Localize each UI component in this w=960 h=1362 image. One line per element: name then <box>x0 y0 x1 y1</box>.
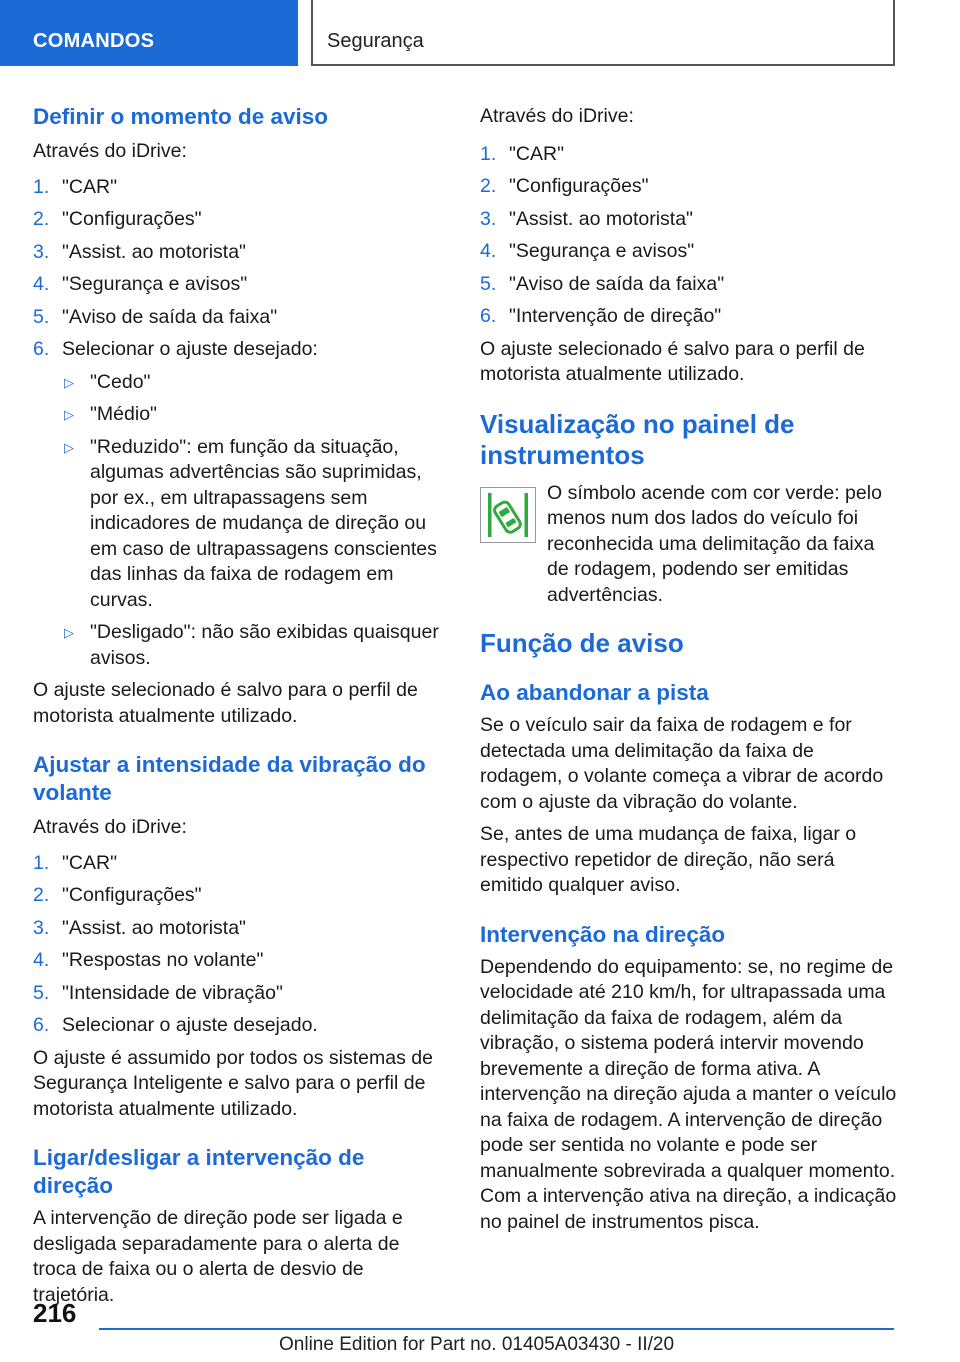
chapter-label: COMANDOS <box>33 30 155 52</box>
page-header <box>0 0 960 66</box>
list-item: 2. "Configurações" <box>33 884 202 906</box>
section-title: Segurança <box>327 30 424 52</box>
list-item: 6. Selecionar o ajuste desejado: <box>33 338 318 360</box>
list-item: 6. Selecionar o ajuste desejado. <box>33 1014 318 1036</box>
chapter-tab <box>0 0 298 66</box>
warn-steps-list <box>33 175 448 363</box>
vibration-note: O ajuste é assumido por todos os sistemas de Segurança Inteligente e salvo para o perfil de motorista atualmente utilizado. <box>33 1046 433 1120</box>
list-item: 1. "CAR" <box>480 142 565 165</box>
warn-intro: Através do iDrive: <box>33 140 187 162</box>
triangle-right-icon: ▷ <box>64 439 74 455</box>
vibration-steps-list <box>33 851 448 1039</box>
steering-onoff-text: A intervenção de direção pode ser ligada e desligada separadamente para o alerta de troca de faixa ou o alerta de desvio de trajetória. <box>33 1207 403 1306</box>
leaving-lane-heading: Ao abandonar a pista <box>480 680 709 705</box>
list-item: 4. "Segurança e avisos" <box>480 240 695 262</box>
footer-divider <box>99 1328 894 1330</box>
list-item: 5. "Intensidade de vibração" <box>33 981 283 1004</box>
section-box <box>311 0 895 66</box>
display-icon-row <box>480 481 898 609</box>
leaving-lane-text-1: Se o veículo sair da faixa de rodagem e for detectada uma delimitação da faixa de rodagem, o volante começa a vibrar de acordo com o ajuste da vibração do volante. <box>480 714 884 813</box>
warn-options-list <box>62 370 448 672</box>
display-text: O símbolo acende com cor verde: pelo menos num dos lados do veículo foi reconhecida uma delimitação da faixa de rodagem, podendo ser emitidas advertências. <box>547 481 882 606</box>
list-item: 1. "CAR" <box>33 175 118 198</box>
list-item: ▷ "Médio" <box>62 402 448 428</box>
right-note: O ajuste selecionado é salvo para o perfil de motorista atualmente utilizado. <box>480 337 865 385</box>
display-heading: Visualização no painel de instrumentos <box>480 408 795 470</box>
list-item: ▷ "Desligado": não são exibidas quaisquer avisos. <box>64 621 439 669</box>
footer-edition: Online Edition for Part no. 01405A03430 - II/20 <box>279 1334 675 1355</box>
right-intro: Através do iDrive: <box>480 105 634 127</box>
list-item: 5. "Aviso de saída da faixa" <box>33 305 278 328</box>
list-item: 1. "CAR" <box>33 851 118 874</box>
list-item: 3. "Assist. ao motorista" <box>33 240 246 263</box>
page-number: 216 <box>33 1298 77 1328</box>
steering-intervention-text: Dependendo do equipamento: se, no regime de velocidade até 210 km/h, for ultrapassada uma delimitação da faixa de rodagem, além da vibração, o sistema poderá intervir movendo brevemente a direção de forma ativa. A intervenção na direção ajuda a manter o veículo na faixa de rodagem. A intervenção de direção pode ser sentida no volante e pode ser manualmente sobrevirada a qualquer momento. Com a intervenção ativa na direção, a indicação no painel de instrumentos pisca. <box>480 955 897 1233</box>
list-item: 6. "Intervenção de direção" <box>480 305 722 327</box>
leaving-lane-text-2: Se, antes de uma mudança de faixa, ligar o respectivo repetidor de direção, não será emitido qualquer aviso. <box>480 823 857 896</box>
list-item: ▷ "Cedo" <box>62 370 448 396</box>
list-item: 3. "Assist. ao motorista" <box>480 207 693 230</box>
steering-intervention-heading: Intervenção na direção <box>480 921 726 947</box>
vibration-intro: Através do iDrive: <box>33 816 187 838</box>
list-item: 2. "Configurações" <box>480 175 649 197</box>
right-steps-list <box>480 142 898 330</box>
warning-function-heading: Função de aviso <box>480 628 684 658</box>
vibration-heading: Ajustar a intensidade da vibração do volante <box>33 752 426 805</box>
steering-onoff-heading: Ligar/desligar a intervenção de direção <box>33 1145 365 1198</box>
list-item: 5. "Aviso de saída da faixa" <box>480 272 725 295</box>
list-item: 2. "Configurações" <box>33 208 202 230</box>
list-item: 3. "Assist. ao motorista" <box>33 916 246 939</box>
triangle-right-icon: ▷ <box>64 407 74 422</box>
lane-departure-warning-icon <box>480 487 536 543</box>
right-column <box>480 100 898 1235</box>
triangle-right-icon: ▷ <box>64 625 74 640</box>
warn-note: O ajuste selecionado é salvo para o perfil de motorista atualmente utilizado. <box>33 679 418 727</box>
list-item: 4. "Segurança e avisos" <box>33 273 248 295</box>
triangle-right-icon: ▷ <box>64 374 74 390</box>
list-item: ▷ "Reduzido": em função da situação, algumas advertências são suprimidas, por ex., em ultrapassagens sem indicadores de mudança de direção ou em caso de ultrapassagens conscientes das linhas da faixa de rodagem em curvas. <box>64 435 437 611</box>
list-item: 4. "Respostas no volante" <box>33 949 264 971</box>
left-column <box>33 100 448 1308</box>
warn-timing-heading: Definir o momento de aviso <box>33 104 329 129</box>
